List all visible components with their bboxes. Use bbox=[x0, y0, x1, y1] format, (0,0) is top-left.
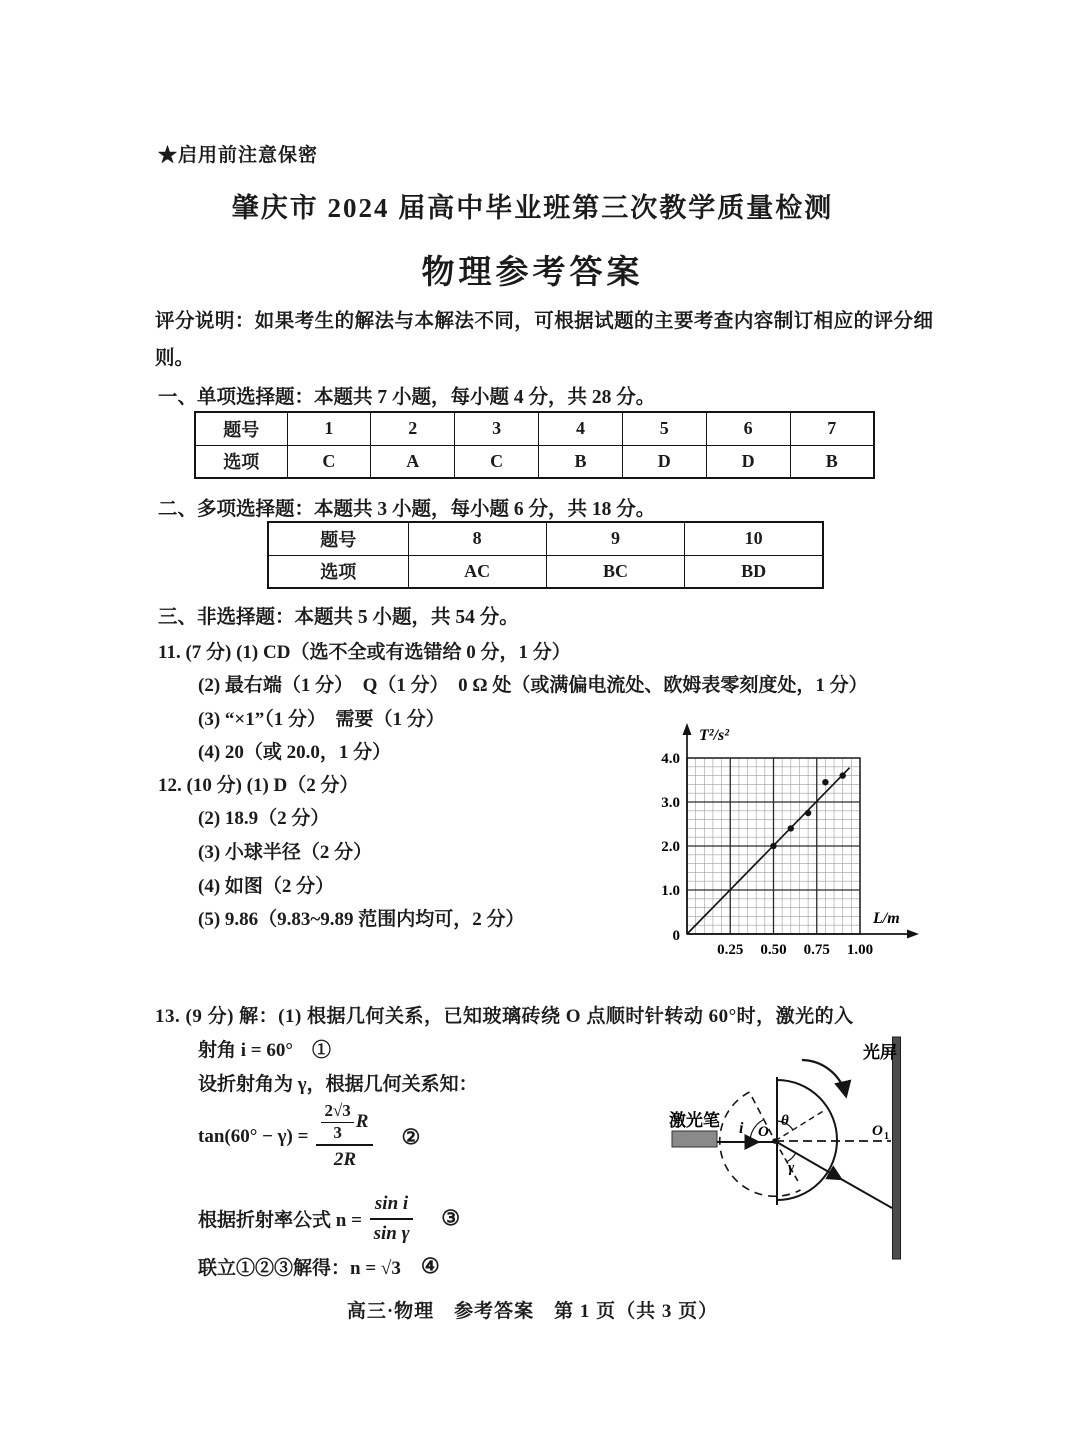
q11-answer-line: (3) “×1”（1 分） 需要（1 分） bbox=[198, 709, 445, 730]
nested-numerator: 2√3 bbox=[321, 1102, 353, 1123]
table-cell: C bbox=[287, 445, 371, 478]
q11-answer-line: (4) 20（或 20.0，1 分） bbox=[198, 742, 392, 763]
page-subtitle: 物理参考答案 bbox=[421, 255, 644, 291]
q13-formula-tan bbox=[198, 1102, 420, 1172]
svg-text:0.50: 0.50 bbox=[760, 942, 787, 958]
nested-fraction bbox=[321, 1102, 353, 1142]
table-cell: 4 bbox=[539, 412, 623, 445]
table-cell: BC bbox=[546, 555, 684, 588]
q12-answer-line: (2) 18.9（2 分） bbox=[198, 808, 330, 829]
angle-i-label: i bbox=[739, 1120, 744, 1137]
angle-theta-label: θ bbox=[781, 1113, 789, 1129]
point-o-label: O bbox=[758, 1124, 769, 1140]
q12-answer-line: 12. (10 分) (1) D（2 分） bbox=[158, 775, 359, 796]
q13-solution-line: 13. (9 分) 解：(1) 根据几何关系，已知玻璃砖绕 O 点顺时针转动 60°时，激光的入 bbox=[155, 1006, 854, 1027]
svg-text:2.0: 2.0 bbox=[661, 839, 680, 855]
light-screen-bar bbox=[893, 1037, 901, 1259]
table-cell: 2 bbox=[371, 412, 455, 445]
svg-text:1.0: 1.0 bbox=[661, 883, 680, 899]
clockwise-rotation-arrow bbox=[802, 1060, 846, 1096]
svg-text:3.0: 3.0 bbox=[661, 795, 680, 811]
single-choice-answer-table bbox=[194, 411, 875, 479]
angle-gamma-label: γ bbox=[788, 1160, 795, 1176]
multi-choice-answer-table bbox=[267, 521, 824, 589]
equation-number: ④ bbox=[420, 1254, 440, 1278]
q11-answer-line: (2) 最右端（1 分） Q（1 分） 0 Ω 处（或满偏电流处、欧姆表零刻度处，1 分） bbox=[198, 675, 868, 696]
table-row bbox=[268, 522, 823, 555]
table-row bbox=[195, 412, 874, 445]
table-cell: 题号 bbox=[195, 412, 287, 445]
chart-y-axis-label: T²/s² bbox=[699, 727, 730, 744]
security-note: ★启用前注意保密 bbox=[158, 145, 319, 166]
fraction-numerator: sin i bbox=[370, 1192, 413, 1220]
refracted-ray bbox=[775, 1141, 841, 1179]
glass-original-position-dashed-arc bbox=[720, 1092, 801, 1196]
chart-canvas bbox=[645, 716, 945, 968]
point-o1-subscript: 1 bbox=[884, 1131, 889, 1142]
table-cell: 题号 bbox=[268, 522, 408, 555]
table-cell: 1 bbox=[287, 412, 371, 445]
fraction bbox=[370, 1192, 413, 1246]
fraction-denominator: sin γ bbox=[373, 1222, 410, 1244]
q11-answer-line: 11. (7 分) (1) CD（选不全或有选错给 0 分，1 分） bbox=[158, 642, 571, 663]
glass-curved-side bbox=[777, 1080, 837, 1200]
svg-text:1.00: 1.00 bbox=[846, 942, 874, 958]
table-cell: BD bbox=[685, 555, 823, 588]
formula-prefix: 根据折射率公式 n = bbox=[198, 1210, 362, 1232]
svg-text:0: 0 bbox=[672, 928, 680, 944]
table-cell: 5 bbox=[622, 412, 706, 445]
table-cell: A bbox=[371, 445, 455, 478]
table-cell: D bbox=[706, 445, 790, 478]
svg-text:0.25: 0.25 bbox=[717, 942, 744, 958]
table-cell: D bbox=[622, 445, 706, 478]
table-cell: 选项 bbox=[268, 555, 408, 588]
formula-lhs: tan(60° − γ) = bbox=[198, 1126, 309, 1148]
point-o1-label: O bbox=[872, 1123, 883, 1139]
fraction-numerator bbox=[316, 1102, 373, 1146]
q12-answer-line: (5) 9.86（9.83~9.89 范围内均可，2 分） bbox=[198, 909, 525, 930]
q13-formula-refractive-index bbox=[198, 1192, 460, 1246]
numerator-variable: R bbox=[355, 1111, 369, 1133]
q13-solution-line: 射角 i = 60° ① bbox=[198, 1040, 331, 1061]
light-screen-label: 光屏 bbox=[863, 1043, 897, 1062]
optics-diagram bbox=[655, 1025, 935, 1275]
refracted-ray-segment bbox=[841, 1179, 892, 1208]
table-cell: 选项 bbox=[195, 445, 287, 478]
table-cell: 10 bbox=[685, 522, 823, 555]
laser-pen bbox=[672, 1131, 717, 1147]
fraction-denominator: 2R bbox=[333, 1149, 357, 1171]
q13-solution-line: 设折射角为 γ，根据几何关系知： bbox=[198, 1074, 478, 1095]
point-o-dot bbox=[772, 1138, 778, 1144]
exam-title: 肇庆市 2024 届高中毕业班第三次教学质量检测 bbox=[231, 193, 834, 223]
page-footer: 高三·物理 参考答案 第 1 页（共 3 页） bbox=[346, 1301, 719, 1322]
table-cell: 3 bbox=[455, 412, 539, 445]
q12-answer-line: (3) 小球半径（2 分） bbox=[198, 842, 373, 863]
table-cell: 6 bbox=[706, 412, 790, 445]
table-cell: AC bbox=[408, 555, 546, 588]
section-one-heading: 一、单项选择题：本题共 7 小题，每小题 4 分，共 28 分。 bbox=[158, 387, 656, 408]
equation-number: ③ bbox=[441, 1206, 461, 1231]
grading-note: 评分说明：如果考生的解法与本解法不同，可根据试题的主要考查内容制订相应的评分细则。 bbox=[155, 311, 933, 369]
chart-x-axis-label: L/m bbox=[873, 910, 900, 927]
svg-text:4.0: 4.0 bbox=[661, 751, 680, 767]
table-row bbox=[195, 445, 874, 478]
q13-formula-result bbox=[198, 1253, 440, 1280]
table-cell: 8 bbox=[408, 522, 546, 555]
section-two-heading: 二、多项选择题：本题共 3 小题，每小题 6 分，共 18 分。 bbox=[158, 499, 656, 520]
formula-text: 联立①②③解得：n = √3 bbox=[198, 1258, 401, 1279]
nested-denominator: 3 bbox=[333, 1122, 342, 1142]
section-three-heading: 三、非选择题：本题共 5 小题，共 54 分。 bbox=[158, 607, 519, 628]
table-cell: 7 bbox=[790, 412, 874, 445]
svg-text:0.75: 0.75 bbox=[803, 942, 830, 958]
fraction bbox=[316, 1102, 373, 1172]
t-squared-vs-l-chart bbox=[645, 716, 945, 968]
laser-pen-label: 激光笔 bbox=[669, 1111, 720, 1130]
table-row bbox=[268, 555, 823, 588]
table-cell: B bbox=[790, 445, 874, 478]
table-cell: 9 bbox=[546, 522, 684, 555]
optics-diagram-canvas bbox=[655, 1025, 935, 1275]
table-cell: B bbox=[539, 445, 623, 478]
table-cell: C bbox=[455, 445, 539, 478]
q12-answer-line: (4) 如图（2 分） bbox=[198, 876, 335, 897]
equation-number: ② bbox=[401, 1124, 421, 1149]
